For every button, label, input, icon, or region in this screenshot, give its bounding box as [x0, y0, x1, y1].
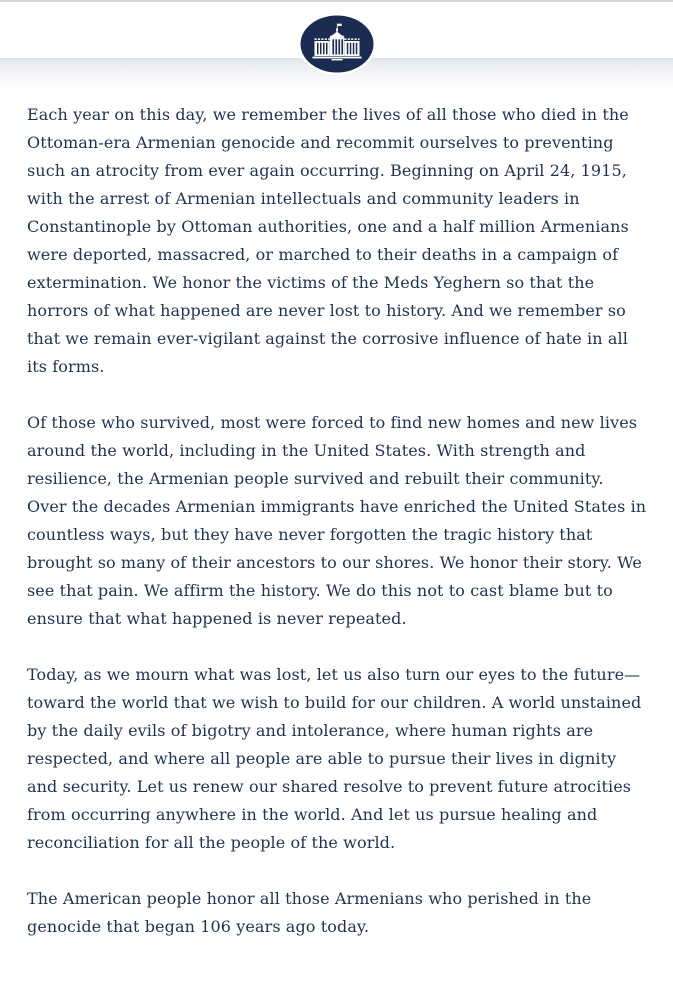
home-logo-link[interactable] — [298, 13, 376, 75]
site-header — [0, 2, 673, 58]
statement-paragraph-1: Each year on this day, we remember the lives of all those who died in the Ottoman-era Armenian genocide and recommit ourselves to preventing such an atrocity from ever again occurring. Beginning on April 24, 1915, with the arrest of Armenian intellectuals and community leaders in Constantinople by Ottoman authorities, one and a half million Armenians were deported, massacred, or marched to their deaths in a campaign of extermination. We honor the victims of the Meds Yeghern so that the horrors of what happened are never lost to history. And we remember so that we remain ever-vigilant against the corrosive influence of hate in all its forms. — [27, 105, 629, 376]
whitehouse-logo-icon — [298, 13, 376, 75]
statement-paragraph-3: Today, as we mourn what was lost, let us also turn our eyes to the future—toward the world that we wish to build for our children. A world unstained by the daily evils of bigotry and intolerance, where human rights are respected, and where all people are able to pursue their lives in dignity and security. Let us renew our shared resolve to prevent future atrocities from occurring anywhere in the world. And let us pursue healing and reconciliation for all the people of the world. — [27, 665, 642, 852]
statement-paragraph-2: Of those who survived, most were forced to find new homes and new lives around the world, including in the United States. With strength and resilience, the Armenian people survived and rebuilt their community. Over the decades Armenian immigrants have enriched the United States in countless ways, but they have never forgotten the tragic history that brought so many of their ancestors to our shores. We honor their story. We see that pain. We affirm the history. We do this not to cast blame but to ensure that what happened is never repeated. — [27, 413, 647, 628]
statement-body — [0, 89, 673, 989]
statement-paragraph-4: The American people honor all those Armenians who perished in the genocide that began 106 years ago today. — [27, 889, 592, 936]
